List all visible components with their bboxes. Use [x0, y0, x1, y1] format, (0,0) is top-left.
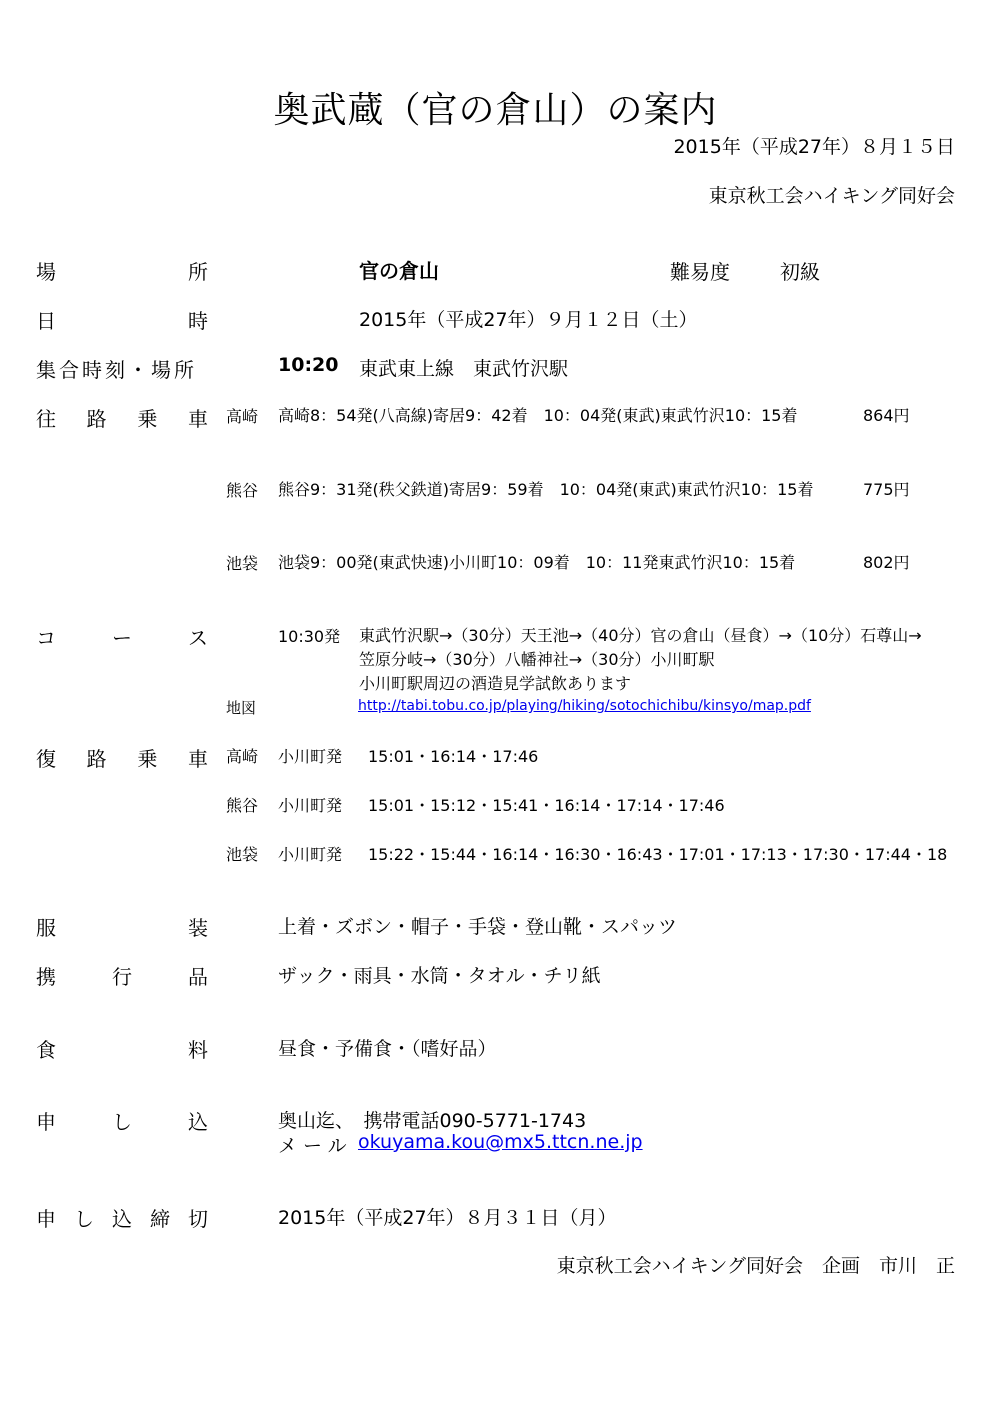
map-label: 地図 — [226, 699, 257, 717]
outbound-fare-2: 775円 — [863, 480, 910, 499]
label-deadline: 申 し 込 締 切 — [36, 1207, 208, 1231]
map-link[interactable]: http://tabi.tobu.co.jp/playing/hiking/sotochichibu/kinsyo/map.pdf — [358, 698, 811, 714]
label-meeting: 集合時刻・場所 — [36, 358, 197, 382]
course-line-1: 東武竹沢駅→（30分）天王池→（40分）官の倉山（昼食）→（10分）石尊山→ — [359, 626, 922, 645]
outbound-from-3: 池袋 — [226, 554, 259, 573]
return-to-3: 池袋 — [226, 845, 259, 864]
organizer: 東京秋工会ハイキング同好会 — [708, 185, 955, 207]
apply-email-link[interactable]: okuyama.kou@mx5.ttcn.ne.jp — [358, 1131, 643, 1153]
outbound-route-3: 池袋9：00発(東武快速)小川町10：09着 10：11発東武竹沢10：15着 — [278, 553, 796, 572]
course-depart: 10:30発 — [278, 627, 341, 646]
return-station-2: 小川町発 — [278, 796, 343, 815]
label-food: 食 料 — [36, 1038, 208, 1062]
outbound-fare-3: 802円 — [863, 553, 910, 572]
meeting-time: 10:20 — [278, 354, 339, 376]
return-to-2: 熊谷 — [226, 796, 259, 815]
outbound-route-2: 熊谷9：31発(秩父鉄道)寄居9：59着 10：04発(東武)東武竹沢10：15着 — [278, 480, 814, 499]
footer-organizer: 東京秋工会ハイキング同好会 企画 市川 正 — [556, 1255, 955, 1277]
deadline-value: 2015年（平成27年）８月３１日（月） — [278, 1207, 617, 1229]
issue-date: 2015年（平成27年）８月１５日 — [673, 136, 955, 158]
difficulty-value: 初級 — [780, 260, 820, 284]
label-datetime: 日 時 — [36, 309, 208, 333]
label-apply: 申 し 込 — [36, 1110, 208, 1134]
items-value: ザック・雨具・水筒・タオル・チリ紙 — [278, 965, 601, 987]
label-items: 携 行 品 — [36, 965, 208, 989]
datetime-value: 2015年（平成27年）９月１２日（土） — [359, 309, 698, 331]
return-times-3: 15:22・15:44・16:14・16:30・16:43・17:01・17:13・17:30・17:44・18 — [368, 845, 948, 864]
label-course: コ ー ス — [36, 626, 208, 650]
outbound-route-1: 高崎8：54発(八高線)寄居9：42着 10：04発(東武)東武竹沢10：15着 — [278, 406, 798, 425]
return-to-1: 高崎 — [226, 747, 259, 766]
clothing-value: 上着・ズボン・帽子・手袋・登山靴・スパッツ — [278, 916, 678, 938]
meeting-place: 東武東上線 東武竹沢駅 — [359, 358, 569, 380]
place-value: 官の倉山 — [359, 259, 439, 283]
return-station-1: 小川町発 — [278, 747, 343, 766]
label-return: 復 路 乗 車 — [36, 747, 208, 771]
difficulty-label: 難易度 — [670, 260, 730, 284]
course-line-3: 小川町駅周辺の酒造見学試飲あります — [359, 674, 632, 693]
apply-mail-label: メール — [278, 1135, 353, 1157]
label-place: 場 所 — [36, 260, 208, 284]
food-value: 昼食・予備食・（嗜好品） — [278, 1038, 497, 1060]
page-title: 奥武蔵（官の倉山）の案内 — [273, 90, 718, 131]
label-outbound: 往 路 乗 車 — [36, 407, 208, 431]
course-line-2: 笠原分岐→（30分）八幡神社→（30分）小川町駅 — [359, 650, 715, 669]
apply-phone: 奥山迄、 携帯電話090-5771-1743 — [278, 1110, 587, 1132]
outbound-from-2: 熊谷 — [226, 481, 259, 500]
return-times-2: 15:01・15:12・15:41・16:14・17:14・17:46 — [368, 796, 725, 815]
outbound-from-1: 高崎 — [226, 407, 259, 426]
return-station-3: 小川町発 — [278, 845, 343, 864]
return-times-1: 15:01・16:14・17:46 — [368, 747, 539, 766]
outbound-fare-1: 864円 — [863, 406, 910, 425]
label-clothing: 服 装 — [36, 916, 208, 940]
